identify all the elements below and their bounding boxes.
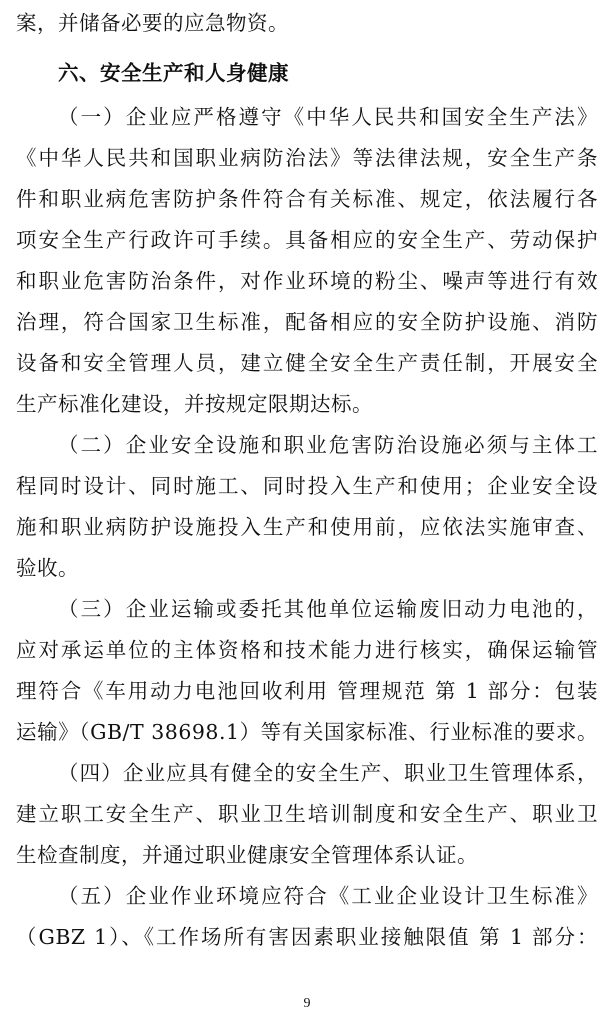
paragraph-line: 和职业危害防治条件，对作业环境的粉尘、噪声等进行有效: [16, 269, 598, 293]
paragraph-line: 建立职工安全生产、职业卫生培训制度和安全生产、职业卫: [16, 802, 598, 826]
paragraph-line: 应对承运单位的主体资格和技术能力进行核实，确保运输管: [16, 638, 598, 662]
paragraph-line: （一）企业应严格遵守《中华人民共和国安全生产法》: [58, 105, 598, 129]
paragraph-line: （三）企业运输或委托其他单位运输废旧动力电池的，: [58, 597, 598, 621]
paragraph-line: （GBZ 1）、《工作场所有害因素职业接触限值 第 1 部分：: [16, 925, 598, 949]
paragraph-line: 施和职业病防护设施投入生产和使用前，应依法实施审查、: [16, 515, 598, 539]
paragraph-line: 治理，符合国家卫生标准，配备相应的安全防护设施、消防: [16, 310, 598, 334]
page-number: 9: [303, 996, 311, 1011]
paragraph-line: 验收。: [16, 556, 79, 580]
section-heading: 六、安全生产和人身健康: [58, 61, 289, 85]
paragraph-line: 生产标准化建设，并按规定限期达标。: [16, 392, 373, 416]
paragraph-line: 件和职业病危害防护条件符合有关标准、规定，依法履行各: [16, 187, 598, 211]
paragraph-line: （四）企业应具有健全的安全生产、职业卫生管理体系，: [58, 761, 598, 785]
paragraph-line: 运输》（GB/T 38698.1）等有关国家标准、行业标准的要求。: [16, 720, 598, 744]
paragraph-line: 设备和安全管理人员，建立健全安全生产责任制，开展安全: [16, 351, 598, 375]
paragraph-line: 生检查制度，并通过职业健康安全管理体系认证。: [16, 843, 478, 867]
paragraph-line: 项安全生产行政许可手续。具备相应的安全生产、劳动保护: [16, 228, 598, 252]
paragraph-line: 理符合《车用动力电池回收利用 管理规范 第 1 部分：包装: [16, 679, 598, 703]
intro-line: 案，并储备必要的应急物资。: [16, 11, 289, 35]
paragraph-line: 《中华人民共和国职业病防治法》等法律法规，安全生产条: [16, 146, 598, 170]
paragraph-line: 程同时设计、同时施工、同时投入生产和使用；企业安全设: [16, 474, 598, 498]
paragraph-line: （二）企业安全设施和职业危害防治设施必须与主体工: [58, 433, 598, 457]
paragraph-line: （五）企业作业环境应符合《工业企业设计卫生标准》: [58, 884, 598, 908]
